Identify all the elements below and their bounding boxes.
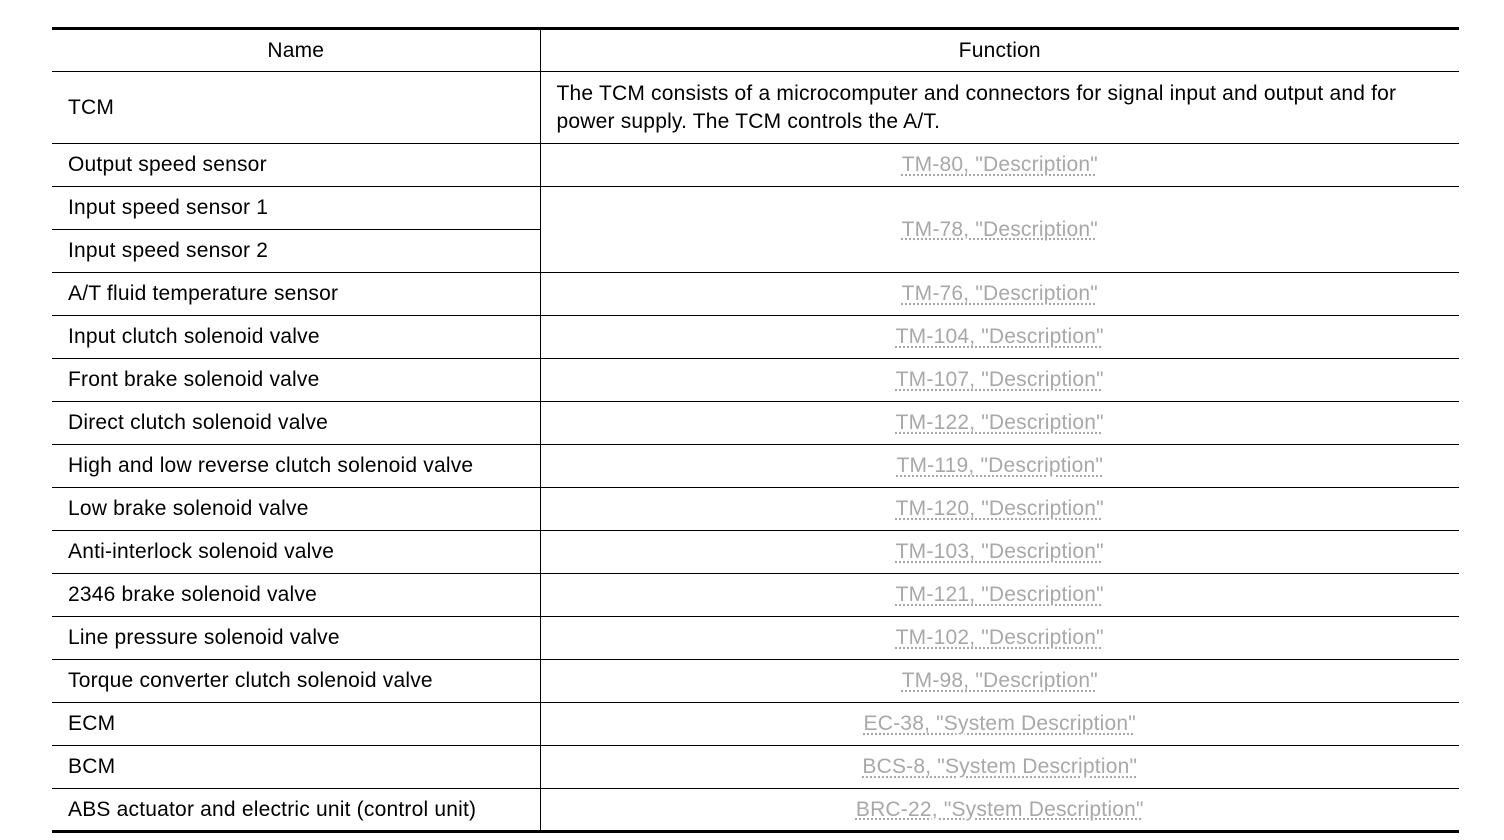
table-row xyxy=(52,316,1459,359)
table-row xyxy=(52,445,1459,488)
reference-link[interactable]: TM-104, "Description" xyxy=(895,325,1104,348)
component-name: BCM xyxy=(52,746,540,789)
component-name: Input speed sensor 1 xyxy=(52,187,540,230)
table-row xyxy=(52,531,1459,574)
function-column-header: Function xyxy=(540,29,1459,72)
reference-link[interactable]: TM-119, "Description" xyxy=(896,454,1104,477)
reference-link[interactable]: TM-98, "Description" xyxy=(901,669,1098,692)
component-name: Output speed sensor xyxy=(52,144,540,187)
reference-link[interactable]: TM-80, "Description" xyxy=(901,153,1098,176)
reference-link[interactable]: EC-38, "System Description" xyxy=(863,712,1136,735)
table-row xyxy=(52,273,1459,316)
reference-link[interactable]: TM-78, "Description" xyxy=(901,217,1098,241)
reference-link[interactable]: TM-120, "Description" xyxy=(895,497,1104,520)
table-row xyxy=(52,574,1459,617)
table-row xyxy=(52,359,1459,402)
component-name: ECM xyxy=(52,703,540,746)
component-name: 2346 brake solenoid valve xyxy=(52,574,540,617)
table-header-row xyxy=(52,29,1459,72)
reference-link[interactable]: TM-102, "Description" xyxy=(895,626,1104,649)
reference-link[interactable]: BRC-22, "System Description" xyxy=(855,797,1144,821)
table-row xyxy=(52,488,1459,531)
reference-link[interactable]: BCS-8, "System Description" xyxy=(862,755,1138,778)
table-row xyxy=(52,660,1459,703)
table-row xyxy=(52,746,1459,789)
component-name: Low brake solenoid valve xyxy=(52,488,540,531)
table-row xyxy=(52,144,1459,187)
component-name: Input clutch solenoid valve xyxy=(52,316,540,359)
component-function-text: The TCM consists of a microcomputer and connectors for signal input and output and for power supply. The TCM controls the A/T. xyxy=(540,72,1459,144)
table-row xyxy=(52,72,1459,144)
reference-link[interactable]: TM-103, "Description" xyxy=(895,540,1104,563)
reference-link[interactable]: TM-121, "Description" xyxy=(895,583,1104,606)
reference-link[interactable]: TM-107, "Description" xyxy=(895,368,1104,391)
table-row xyxy=(52,187,1459,230)
reference-link[interactable]: TM-122, "Description" xyxy=(895,411,1104,434)
reference-link[interactable]: TM-76, "Description" xyxy=(901,282,1098,305)
component-name: Torque converter clutch solenoid valve xyxy=(52,660,540,703)
component-name: A/T fluid temperature sensor xyxy=(52,273,540,316)
component-name: Line pressure solenoid valve xyxy=(52,617,540,660)
component-function-table xyxy=(52,27,1459,833)
component-name: High and low reverse clutch solenoid valve xyxy=(52,445,540,488)
component-name: Anti-interlock solenoid valve xyxy=(52,531,540,574)
table-row xyxy=(52,402,1459,445)
table-row xyxy=(52,617,1459,660)
component-name: ABS actuator and electric unit (control unit) xyxy=(52,789,540,832)
table-row xyxy=(52,703,1459,746)
component-name: Input speed sensor 2 xyxy=(52,230,540,273)
component-name: Front brake solenoid valve xyxy=(52,359,540,402)
table-row xyxy=(52,789,1459,832)
name-column-header: Name xyxy=(52,29,540,72)
component-name: Direct clutch solenoid valve xyxy=(52,402,540,445)
component-name: TCM xyxy=(52,72,540,144)
